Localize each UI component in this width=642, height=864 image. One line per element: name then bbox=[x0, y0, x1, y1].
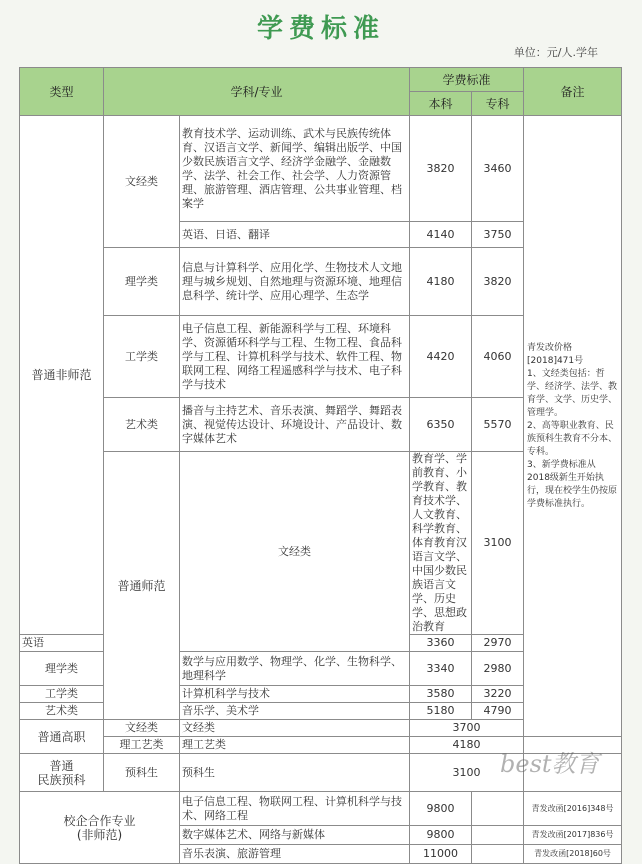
page-title: 学费标准 bbox=[256, 14, 385, 44]
subject-cell: 数学与应用数学、物理学、化学、生物科学、地理科学 bbox=[180, 652, 410, 686]
row-note: 青发改函[2016]348号 bbox=[524, 792, 622, 826]
row-note: 青发改函[2017]836号 bbox=[524, 826, 622, 845]
junior-fee: 2980 bbox=[472, 652, 524, 686]
undergrad-fee: 11000 bbox=[410, 845, 472, 864]
junior-fee: 3750 bbox=[472, 222, 524, 248]
subject-cell: 英语、日语、翻译 bbox=[180, 222, 410, 248]
junior-fee: 3820 bbox=[472, 248, 524, 316]
subject-cell: 音乐学、美术学 bbox=[180, 703, 410, 720]
subject-cell: 教育技术学、运动训练、武术与民族传统体育、汉语言文学、新闻学、编辑出版学、中国少数民族语言文学、经济学金融学、金融数学、法学、社会工作、社会学、人力资源管理、旅游管理、酒店管理、公共事业管理、档案学 bbox=[180, 116, 410, 222]
undergrad-fee: 4420 bbox=[410, 316, 472, 398]
empty-junior-cell bbox=[472, 792, 524, 826]
main-note: 青发改价格[2018]471号 1、文经类包括：哲学、经济学、法学、教育学、文学、历史学、管理学。 2、高等职业教育、民族预科生教育不分本、专科。 3、新学费标准从2018级新生开始执行，现在校学生仍按原学费标准执行。 bbox=[524, 116, 622, 737]
subject-cell: 音乐表演、旅游管理 bbox=[180, 845, 410, 864]
subject-cell: 教育学、学前教育、小学教育、教育技术学、人文教育、科学教育、体育教育汉语言文学、中国少数民族语言文学、历史学、思想政治教育 bbox=[410, 452, 472, 635]
subject-cell: 文经类 bbox=[180, 720, 410, 737]
category-cell: 工学类 bbox=[20, 686, 104, 703]
header-type: 类型 bbox=[20, 68, 104, 116]
combined-fee: 3700 bbox=[410, 720, 524, 737]
category-cell: 工学类 bbox=[104, 316, 180, 398]
header-notes: 备注 bbox=[524, 68, 622, 116]
subject-cell: 英语 bbox=[20, 635, 104, 652]
junior-fee: 5570 bbox=[472, 398, 524, 452]
junior-fee: 4790 bbox=[472, 703, 524, 720]
group-ethnic: 普通 民族预科 bbox=[20, 754, 104, 792]
category-cell: 理学类 bbox=[20, 652, 104, 686]
group-normal-teacher: 普通师范 bbox=[104, 452, 180, 720]
subject-cell: 预科生 bbox=[180, 754, 410, 792]
subject-cell: 理工艺类 bbox=[180, 737, 410, 754]
subject-cell: 数字媒体艺术、网络与新媒体 bbox=[180, 826, 410, 845]
category-cell: 艺术类 bbox=[104, 398, 180, 452]
junior-fee: 2970 bbox=[472, 635, 524, 652]
category-cell: 理学类 bbox=[104, 248, 180, 316]
empty-junior-cell bbox=[472, 826, 524, 845]
undergrad-fee: 3580 bbox=[410, 686, 472, 703]
undergrad-fee: 4180 bbox=[410, 248, 472, 316]
undergrad-fee: 3340 bbox=[410, 652, 472, 686]
junior-fee: 4060 bbox=[472, 316, 524, 398]
row-note: 青发改函[2018]60号 bbox=[524, 845, 622, 864]
undergrad-fee: 6350 bbox=[410, 398, 472, 452]
undergrad-fee: 3360 bbox=[410, 635, 472, 652]
junior-fee: 3220 bbox=[472, 686, 524, 703]
header-undergrad: 本科 bbox=[410, 92, 472, 116]
header-junior: 专科 bbox=[472, 92, 524, 116]
unit-label: 单位：元/人.学年 bbox=[513, 46, 598, 59]
subject-cell: 电子信息工程、物联网工程、计算机科学与技术、网络工程 bbox=[180, 792, 410, 826]
header-fee-standard: 学费标准 bbox=[410, 68, 524, 92]
category-cell: 理工艺类 bbox=[104, 737, 180, 754]
header-subject: 学科/专业 bbox=[104, 68, 410, 116]
watermark-logo: best教育 bbox=[500, 750, 600, 778]
subject-cell: 信息与计算科学、应用化学、生物技术人文地理与城乡规划、自然地理与资源环境、地理信息科学、统计学、应用心理学、生态学 bbox=[180, 248, 410, 316]
subject-cell: 电子信息工程、新能源科学与工程、环境科学、资源循环科学与工程、生物工程、食品科学与工程、计算机科学与技术、软件工程、物联网工程、网络工程遥感科学与技术、电子科学与技术 bbox=[180, 316, 410, 398]
undergrad-fee: 5180 bbox=[410, 703, 472, 720]
category-cell: 文经类 bbox=[180, 452, 410, 652]
category-cell: 预科生 bbox=[104, 754, 180, 792]
combined-fee: 3100 bbox=[410, 754, 524, 792]
category-cell: 艺术类 bbox=[20, 703, 104, 720]
undergrad-fee: 4140 bbox=[410, 222, 472, 248]
undergrad-fee: 3100 bbox=[472, 452, 524, 635]
group-coop: 校企合作专业 (非师范) bbox=[20, 792, 180, 864]
junior-fee: 3460 bbox=[472, 116, 524, 222]
undergrad-fee: 9800 bbox=[410, 792, 472, 826]
group-normal-nonteacher: 普通非师范 bbox=[20, 116, 104, 635]
undergrad-fee: 3820 bbox=[410, 116, 472, 222]
empty-junior-cell bbox=[472, 845, 524, 864]
subject-cell: 计算机科学与技术 bbox=[180, 686, 410, 703]
category-cell: 文经类 bbox=[104, 720, 180, 737]
subject-cell: 播音与主持艺术、音乐表演、舞蹈学、舞蹈表演、视觉传达设计、环境设计、产品设计、数字媒体艺术 bbox=[180, 398, 410, 452]
group-vocational: 普通高职 bbox=[20, 720, 104, 754]
undergrad-fee: 9800 bbox=[410, 826, 472, 845]
category-cell: 文经类 bbox=[104, 116, 180, 248]
combined-fee: 4180 bbox=[410, 737, 524, 754]
